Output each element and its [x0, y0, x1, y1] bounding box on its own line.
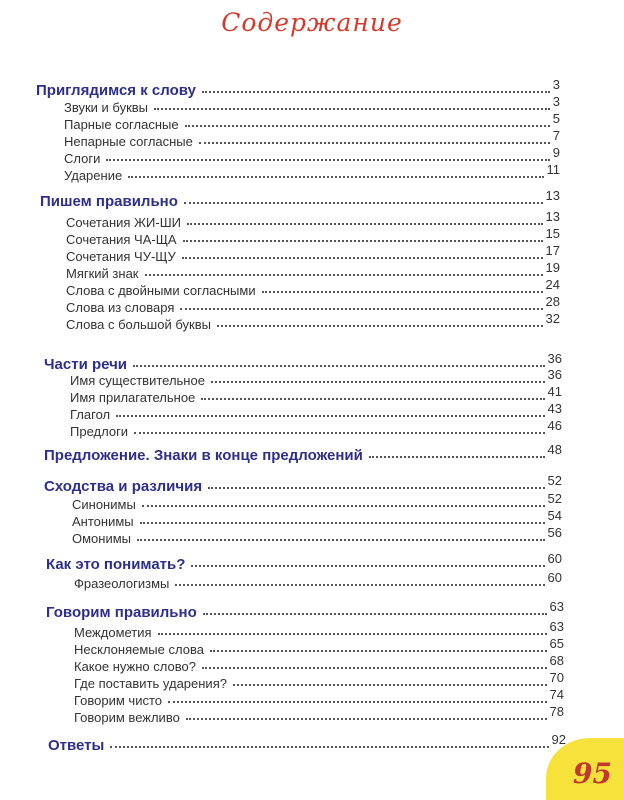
toc-section-label: Ответы: [48, 737, 105, 754]
toc-item-label: Синонимы: [72, 497, 136, 512]
page-number: 95: [573, 757, 612, 790]
toc-item: [72, 508, 562, 529]
dot-leader: [106, 159, 549, 161]
toc-item-page: 13: [545, 209, 560, 224]
toc-item-label: Парные согласные: [64, 117, 179, 132]
dot-leader: [168, 701, 547, 703]
toc-item-page: 54: [547, 508, 562, 523]
dot-leader: [116, 415, 544, 417]
dot-leader: [211, 381, 545, 383]
toc-item-label: Какое нужно слово?: [74, 659, 196, 674]
toc-item: [64, 111, 560, 132]
toc-section-label: Предложение. Знаки в конце предложений: [44, 447, 363, 464]
dot-leader: [110, 746, 548, 748]
toc-item: [66, 226, 560, 247]
toc-item-label: Несклоняемые слова: [74, 642, 204, 657]
toc-item-label: Говорим вежливо: [74, 710, 180, 725]
toc-item: [66, 311, 560, 332]
toc-item-page: 15: [545, 226, 560, 241]
dot-leader: [175, 584, 544, 586]
dot-leader: [369, 456, 545, 458]
toc-section-page: 63: [549, 599, 564, 614]
toc-item: [74, 570, 562, 591]
toc-section-page: 13: [545, 188, 560, 203]
toc-item-page: 46: [547, 418, 562, 433]
dot-leader: [158, 633, 547, 635]
toc-item-page: 63: [549, 619, 564, 634]
toc-item-label: Сочетания ЧУ-ЩУ: [66, 249, 176, 264]
toc-item-page: 11: [546, 162, 560, 177]
toc-section-label: Части речи: [44, 356, 128, 373]
toc-item-page: 19: [545, 260, 560, 275]
toc-item: [64, 128, 560, 149]
toc-section: [44, 473, 562, 495]
toc-section: [40, 188, 560, 210]
dot-leader: [202, 91, 550, 93]
toc-item: [64, 145, 560, 166]
toc-item-label: Имя существительное: [70, 373, 205, 388]
toc-item-page: 3: [552, 94, 560, 109]
dot-leader: [133, 365, 545, 367]
toc-section: [46, 551, 562, 573]
toc-item: [70, 418, 562, 439]
toc-item-label: Непарные согласные: [64, 134, 193, 149]
toc-item-page: 70: [549, 670, 564, 685]
toc-item: [70, 401, 562, 422]
dot-leader: [142, 505, 545, 507]
dot-leader: [201, 398, 544, 400]
toc-section-page: 3: [552, 77, 560, 92]
toc-section: [36, 77, 560, 99]
dot-leader: [180, 308, 542, 310]
toc-item: [74, 636, 564, 657]
toc-item-page: 36: [547, 367, 562, 382]
dot-leader: [183, 240, 543, 242]
toc-item: [72, 525, 562, 546]
toc-item-page: 68: [549, 653, 564, 668]
toc-section-page: 48: [547, 442, 562, 457]
toc-item-page: 74: [549, 687, 564, 702]
toc-item-page: 52: [547, 491, 562, 506]
dot-leader: [210, 650, 547, 652]
toc-item: [74, 619, 564, 640]
toc-item-label: Имя прилагательное: [70, 390, 196, 405]
toc-item: [66, 294, 560, 315]
toc-section: [48, 732, 566, 754]
toc-item-page: 56: [547, 525, 562, 540]
toc-item: [66, 209, 560, 230]
toc-item-label: Ударение: [64, 168, 123, 183]
dot-leader: [199, 142, 550, 144]
toc-item-page: 60: [547, 570, 562, 585]
toc-section-label: Сходства и различия: [44, 478, 203, 495]
toc-item-label: Глагол: [70, 407, 111, 422]
toc-item: [74, 670, 564, 691]
toc-section-label: Как это понимать?: [46, 556, 186, 573]
toc-section-page: 36: [547, 351, 562, 366]
toc-item-label: Слоги: [64, 151, 101, 166]
toc-item-label: Предлоги: [70, 424, 129, 439]
toc-item-page: 41: [547, 384, 562, 399]
dot-leader: [187, 223, 543, 225]
toc-section: [44, 351, 562, 373]
toc-item-label: Антонимы: [72, 514, 134, 529]
dot-leader: [208, 487, 544, 489]
toc-section: [44, 442, 562, 464]
toc-item-label: Слова из словаря: [66, 300, 175, 315]
toc-item-label: Сочетания ЧА-ЩА: [66, 232, 177, 247]
toc-item: [70, 367, 562, 388]
dot-leader: [202, 667, 547, 669]
toc-section-label: Пишем правильно: [40, 193, 178, 210]
toc-item-label: Где поставить ударения?: [74, 676, 227, 691]
toc-section-page: 52: [547, 473, 562, 488]
toc-item: [74, 687, 564, 708]
toc-item: [66, 243, 560, 264]
toc-item-page: 78: [549, 704, 564, 719]
toc-item: [72, 491, 562, 512]
toc-item-page: 9: [552, 145, 560, 160]
toc-item-label: Междометия: [74, 625, 152, 640]
dot-leader: [140, 522, 545, 524]
dot-leader: [203, 613, 547, 615]
toc-item: [66, 277, 560, 298]
dot-leader: [185, 125, 550, 127]
toc-item: [74, 704, 564, 725]
toc-item-label: Сочетания ЖИ-ШИ: [66, 215, 181, 230]
toc-item: [74, 653, 564, 674]
dot-leader: [182, 257, 543, 259]
toc-item-page: 24: [545, 277, 560, 292]
dot-leader: [233, 684, 547, 686]
toc-item-label: Мягкий знак: [66, 266, 139, 281]
toc-section-label: Говорим правильно: [46, 604, 197, 621]
dot-leader: [191, 565, 544, 567]
toc-section-label: Приглядимся к слову: [36, 82, 196, 99]
toc-item: [66, 260, 560, 281]
toc-item-label: Омонимы: [72, 531, 132, 546]
toc-item-label: Фразеологизмы: [74, 576, 170, 591]
toc-item-label: Слова с большой буквы: [66, 317, 211, 332]
dot-leader: [134, 432, 544, 434]
dot-leader: [145, 274, 543, 276]
dot-leader: [217, 325, 543, 327]
toc-item-page: 43: [547, 401, 562, 416]
dot-leader: [186, 718, 547, 720]
page-title: Содержание: [221, 8, 403, 37]
toc-section: [46, 599, 564, 621]
toc-item: [70, 384, 562, 405]
toc-section-page: 60: [547, 551, 562, 566]
toc-item-label: Звуки и буквы: [64, 100, 149, 115]
toc-item-page: 28: [545, 294, 560, 309]
toc-item-label: Говорим чисто: [74, 693, 163, 708]
toc-item: [64, 162, 560, 183]
toc-item: [64, 94, 560, 115]
toc-item-page: 7: [552, 128, 560, 143]
dot-leader: [262, 291, 543, 293]
toc-item-page: 5: [552, 111, 560, 126]
toc-item-page: 32: [545, 311, 560, 326]
toc-item-label: Слова с двойными согласными: [66, 283, 256, 298]
dot-leader: [137, 539, 545, 541]
toc-item-page: 17: [545, 243, 560, 258]
dot-leader: [128, 176, 543, 178]
toc-item-page: 65: [549, 636, 564, 651]
dot-leader: [154, 108, 550, 110]
toc-section-page: 92: [551, 732, 566, 747]
dot-leader: [184, 202, 543, 204]
